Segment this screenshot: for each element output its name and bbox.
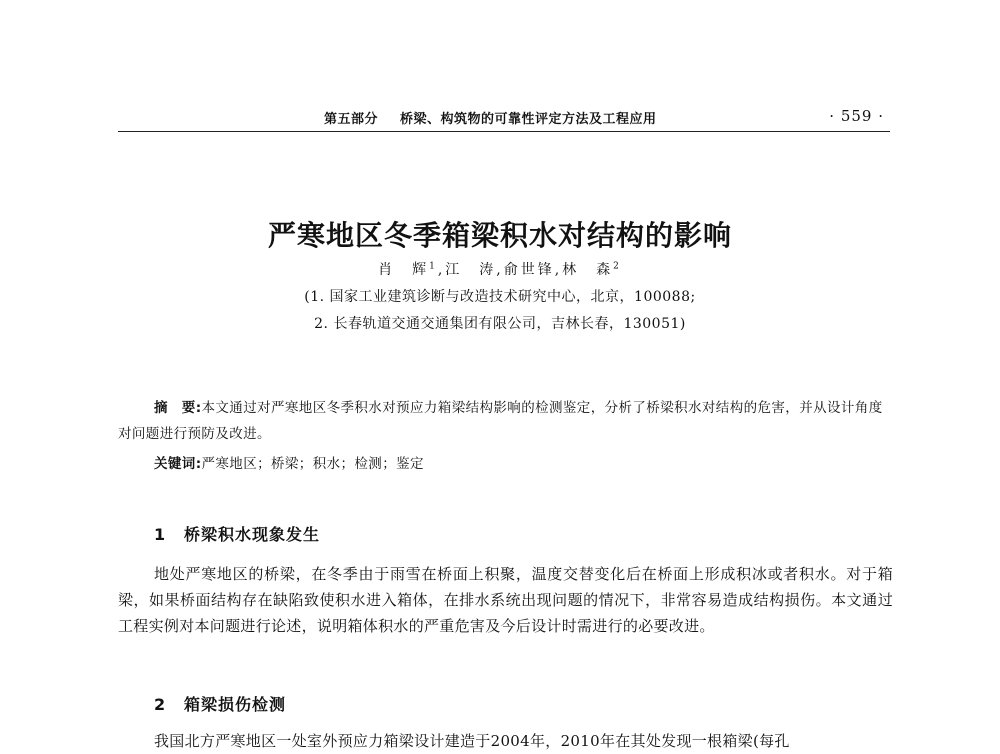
section-title: 桥梁积水现象发生: [184, 525, 321, 544]
abstract: [118, 395, 893, 447]
header-part: 第五部分: [324, 112, 379, 127]
affiliation-1: (1. 国家工业建筑诊断与改造技术研究中心，北京，100088;: [304, 289, 696, 305]
section-heading-2: [154, 692, 286, 715]
author-affiliation-mark: 1: [429, 261, 438, 272]
author-affiliation-mark: 2: [613, 261, 622, 272]
author-list: 肖 辉$^1$,江 涛,俞世锋,林 森$^2$: [378, 261, 622, 278]
paper-title: 严寒地区冬季箱梁积水对结构的影响: [267, 219, 732, 252]
author-name: 江 涛: [445, 262, 497, 278]
abstract-text: 本文通过对严寒地区冬季积水对预应力箱梁结构影响的检测鉴定，分析了桥梁积水对结构的危害，并从设计角度对问题进行预防及改进。: [118, 400, 883, 442]
keywords: [154, 451, 424, 477]
keywords-text: 严寒地区；桥梁；积水；检测；鉴定: [201, 456, 424, 472]
section-title: 箱梁损伤检测: [184, 695, 287, 714]
section-heading-1: [154, 522, 320, 545]
header-rule: [118, 131, 890, 132]
section-number: 2: [154, 695, 167, 714]
keywords-label: 关键词:: [154, 456, 202, 472]
author-name: 肖 辉: [378, 262, 430, 278]
affiliation-2: 2. 长春轨道交通交通集团有限公司，吉林长春，130051): [314, 316, 686, 332]
section-1-body: 地处严寒地区的桥梁，在冬季由于雨雪在桥面上积聚，温度交替变化后在桥面上形成积冰或者积水。对于箱梁，如果桥面结构存在缺陷致使积水进入箱体，在排水系统出现问题的情况下，非常容易造成结构损伤。本文通过工程实例对本问题进行论述，说明箱体积水的严重危害及今后设计时需进行的必要改进。: [118, 565, 893, 635]
page-number: · 559 ·: [829, 107, 884, 125]
section-2-body: 我国北方严寒地区一处室外预应力箱梁设计建造于2004年，2010年在其处发现一根箱梁(每孔: [154, 732, 790, 750]
author-name: 林 森: [562, 262, 614, 278]
header-topic: 桥梁、构筑物的可靠性评定方法及工程应用: [400, 112, 657, 127]
section-number: 1: [154, 525, 167, 544]
running-title: [324, 108, 657, 127]
author-name: 俞世锋: [503, 262, 555, 278]
abstract-label: 摘 要:: [154, 400, 202, 416]
running-header: [118, 104, 890, 132]
